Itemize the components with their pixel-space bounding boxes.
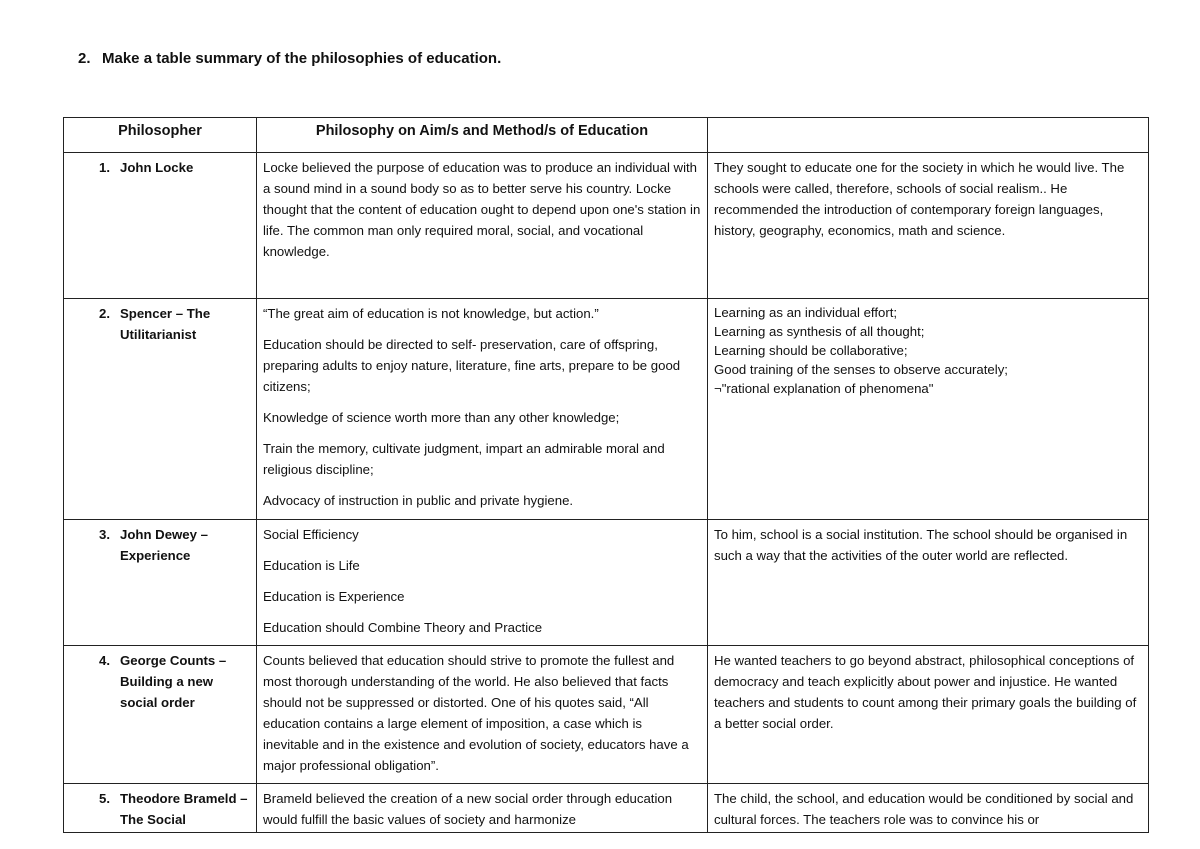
other-text: To him, school is a social institution. The school should be organised in such a way that the activities of the outer world are reflected. — [714, 527, 1128, 563]
aim-cell — [257, 153, 708, 299]
header-blank — [708, 118, 1149, 153]
philosopher-cell — [64, 153, 257, 299]
table-row — [64, 520, 1149, 646]
other-cell — [708, 784, 1149, 833]
aim-text: Brameld believed the creation of a new social order through education would fulfill the basic values of society and harmonize — [263, 791, 673, 827]
row-number: 2. — [99, 306, 110, 321]
aim-text: Train the memory, cultivate judgment, impart an admirable moral and religious discipline; — [263, 441, 665, 477]
other-cell — [708, 299, 1149, 520]
philosopher-cell — [64, 784, 257, 833]
other-text: Learning as synthesis of all thought; — [714, 324, 925, 339]
table-row — [64, 784, 1149, 833]
other-cell — [708, 646, 1149, 784]
aim-cell — [257, 646, 708, 784]
section-heading — [78, 50, 501, 67]
aim-text: Education should Combine Theory and Practice — [263, 620, 543, 635]
philosopher-name: Spencer – The Utilitarianist — [120, 306, 211, 342]
aim-text: “The great aim of education is not knowledge, but action.” — [263, 306, 599, 321]
heading-text: Make a table summary of the philosophies of education. — [102, 50, 502, 67]
other-text: Good training of the senses to observe accurately; — [714, 362, 1008, 377]
row-number: 1. — [99, 160, 110, 175]
aim-text: Education is Life — [263, 558, 360, 573]
header-aims-methods: Philosophy on Aim/s and Method/s of Education — [257, 118, 708, 153]
aim-text: Knowledge of science worth more than any other knowledge; — [263, 410, 620, 425]
philosopher-cell — [64, 299, 257, 520]
aim-text: Social Efficiency — [263, 527, 359, 542]
philosophies-table — [63, 117, 1149, 833]
row-number: 4. — [99, 653, 110, 668]
other-text: The child, the school, and education would be conditioned by social and cultural forces. The teachers role was to convince his or — [714, 791, 1134, 827]
header-philosopher: Philosopher — [64, 118, 257, 153]
header-row — [64, 118, 1149, 153]
aim-cell — [257, 299, 708, 520]
aim-cell — [257, 520, 708, 646]
table-row — [64, 153, 1149, 299]
other-text: Learning as an individual effort; — [714, 305, 898, 320]
table-row — [64, 646, 1149, 784]
row-number: 5. — [99, 791, 110, 806]
philosopher-cell — [64, 520, 257, 646]
other-cell — [708, 153, 1149, 299]
table-row — [64, 299, 1149, 520]
aim-text: Education is Experience — [263, 589, 405, 604]
aim-text: Education should be directed to self- preservation, care of offspring, preparing adults to enjoy nature, literature, fine arts, prepare to be good citizens; — [263, 337, 681, 394]
philosopher-name: John Dewey – Experience — [120, 527, 208, 563]
philosopher-name: George Counts – Building a new social order — [120, 653, 227, 710]
philosopher-cell — [64, 646, 257, 784]
aim-cell — [257, 784, 708, 833]
other-text: ¬"rational explanation of phenomena" — [714, 381, 934, 396]
other-cell — [708, 520, 1149, 646]
aim-text: Locke believed the purpose of education was to produce an individual with a sound mind in a sound body so as to better serve his country. Locke thought that the content of education ought to depend upon one's station in life. The common man only required moral, social, and vocational knowledge. — [263, 160, 701, 259]
heading-number: 2. — [78, 50, 91, 67]
other-text: He wanted teachers to go beyond abstract, philosophical conceptions of democracy and teach explicitly about power and injustice. He wanted teachers and students to count among their primary goals the building of a better social order. — [714, 653, 1137, 731]
row-number: 3. — [99, 527, 110, 542]
other-text: They sought to educate one for the society in which he would live. The schools were called, therefore, schools of social realism.. He recommended the introduction of contemporary foreign languages, history, geography, economics, math and science. — [714, 160, 1125, 238]
philosopher-name: John Locke — [120, 160, 194, 175]
other-text: Learning should be collaborative; — [714, 343, 908, 358]
philosopher-name: Theodore Brameld – The Social — [120, 791, 248, 827]
aim-text: Counts believed that education should strive to promote the fullest and most thorough understanding of the world. He also believed that facts should not be suppressed or distorted. One of his quotes said, “All education contains a large element of imposition, a case which is inevitable and in the existence and evolution of society, educators have a major professional obligation”. — [263, 653, 689, 773]
aim-text: Advocacy of instruction in public and private hygiene. — [263, 493, 574, 508]
